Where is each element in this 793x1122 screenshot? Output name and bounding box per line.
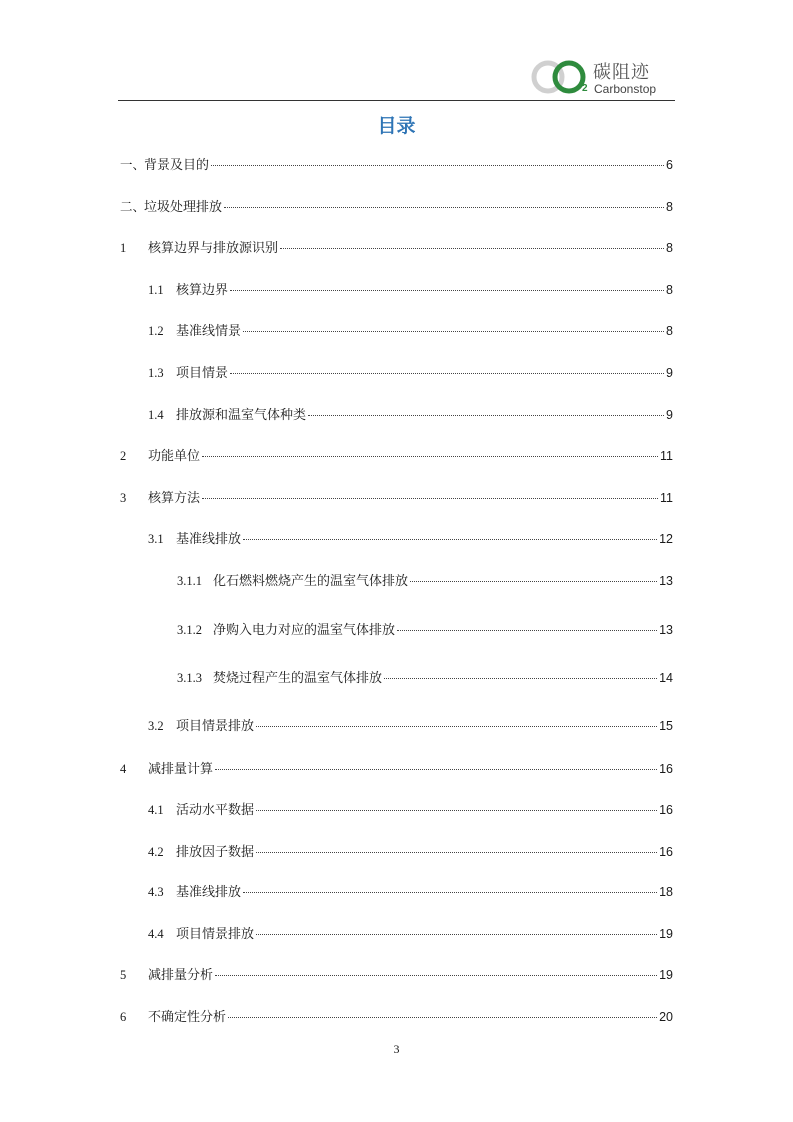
toc-leader-dots xyxy=(397,630,657,631)
toc-entry[interactable] xyxy=(120,196,673,216)
toc-entry[interactable] xyxy=(148,279,673,299)
toc-entry-page: 9 xyxy=(666,408,673,422)
toc-entry-page: 13 xyxy=(659,574,673,588)
toc-entry[interactable] xyxy=(148,320,673,340)
toc-entry-page: 11 xyxy=(660,449,673,463)
toc-entry-page: 8 xyxy=(666,241,673,255)
toc-entry-number: 4 xyxy=(120,762,127,776)
toc-entry[interactable] xyxy=(148,881,673,901)
toc-leader-dots xyxy=(243,539,657,540)
toc-entry-title: 核算边界 xyxy=(176,283,229,298)
toc-entry-page: 19 xyxy=(659,968,673,982)
toc-leader-dots xyxy=(228,1017,657,1018)
toc-entry-title: 焚烧过程产生的温室气体排放 xyxy=(213,671,383,686)
toc-leader-dots xyxy=(202,456,658,457)
toc-entry-page: 16 xyxy=(659,845,673,859)
toc-leader-dots xyxy=(211,165,664,166)
carbonstop-logo xyxy=(531,56,671,98)
toc-entry[interactable] xyxy=(120,445,673,465)
toc-entry-title: 排放因子数据 xyxy=(176,845,255,860)
toc-entry[interactable] xyxy=(177,667,673,687)
toc-entry-page: 15 xyxy=(659,719,673,733)
toc-entry-title: 核算边界与排放源识别 xyxy=(148,241,279,256)
toc-entry-number: 1.4 xyxy=(148,408,164,422)
toc-entry-page: 16 xyxy=(659,762,673,776)
toc-entry-title: 垃圾处理排放 xyxy=(144,200,223,215)
toc-entry-page: 18 xyxy=(659,885,673,899)
toc-entry-title: 排放源和温室气体种类 xyxy=(176,408,307,423)
toc-entry-title: 减排量计算 xyxy=(148,762,214,777)
toc-entry[interactable] xyxy=(148,923,673,943)
toc-entry-title: 功能单位 xyxy=(148,449,201,464)
toc-entry-title: 减排量分析 xyxy=(148,968,214,983)
toc-leader-dots xyxy=(215,975,657,976)
toc-entry[interactable] xyxy=(148,362,673,382)
toc-leader-dots xyxy=(256,852,657,853)
toc-entry-page: 14 xyxy=(659,671,673,685)
toc-entry-number: 3.1.1 xyxy=(177,574,202,588)
toc-entry[interactable] xyxy=(120,964,673,984)
toc-entry-number: 3.2 xyxy=(148,719,164,733)
toc-leader-dots xyxy=(230,373,664,374)
toc-entry-title: 核算方法 xyxy=(148,491,201,506)
toc-leader-dots xyxy=(256,934,657,935)
toc-entry-page: 20 xyxy=(659,1010,673,1024)
toc-entry-number: 3.1 xyxy=(148,532,164,546)
toc-entry-number: 4.2 xyxy=(148,845,164,859)
toc-leader-dots xyxy=(243,892,657,893)
toc-entry-title: 不确定性分析 xyxy=(148,1010,227,1025)
toc-entry-title: 净购入电力对应的温室气体排放 xyxy=(213,623,396,638)
logo-english-name: Carbonstop xyxy=(594,82,657,96)
toc-entry-number: 1 xyxy=(120,241,127,255)
toc-leader-dots xyxy=(410,581,657,582)
toc-entry-number: 二、 xyxy=(120,200,146,214)
toc-entry-title: 背景及目的 xyxy=(144,158,210,173)
toc-leader-dots xyxy=(308,415,664,416)
toc-entry-title: 项目情景 xyxy=(176,366,229,381)
toc-entry[interactable] xyxy=(120,1006,673,1026)
toc-entry[interactable] xyxy=(148,404,673,424)
toc-entry-page: 12 xyxy=(659,532,673,546)
toc-entry[interactable] xyxy=(148,715,673,735)
toc-entry-number: 1.2 xyxy=(148,324,164,338)
toc-entry[interactable] xyxy=(120,487,673,507)
toc-entry-page: 8 xyxy=(666,324,673,338)
toc-leader-dots xyxy=(224,207,664,208)
page-number: 3 xyxy=(393,1042,400,1056)
toc-entry-page: 16 xyxy=(659,803,673,817)
toc-leader-dots xyxy=(384,678,657,679)
toc-entry-page: 6 xyxy=(666,158,673,172)
toc-entry-number: 3.1.3 xyxy=(177,671,202,685)
logo-subscript: 2 xyxy=(582,83,588,94)
toc-entry[interactable] xyxy=(148,799,673,819)
toc-entry-number: 2 xyxy=(120,449,127,463)
toc-entry-number: 3 xyxy=(120,491,127,505)
toc-entry-number: 一、 xyxy=(120,158,146,172)
toc-entry[interactable] xyxy=(120,237,673,257)
toc-entry-title: 基准线排放 xyxy=(176,532,242,547)
toc-entry[interactable] xyxy=(148,841,673,861)
toc-leader-dots xyxy=(256,726,657,727)
toc-entry-number: 4.4 xyxy=(148,927,164,941)
toc-entry-page: 13 xyxy=(659,623,673,637)
toc-entry-number: 5 xyxy=(120,968,127,982)
toc-entry[interactable] xyxy=(177,570,673,590)
page-title: 目录 xyxy=(377,115,416,137)
toc-leader-dots xyxy=(256,810,657,811)
toc-entry-number: 6 xyxy=(120,1010,127,1024)
toc-entry-page: 9 xyxy=(666,366,673,380)
toc-entry-title: 项目情景排放 xyxy=(176,719,255,734)
toc-entry-title: 基准线情景 xyxy=(176,324,242,339)
toc-entry-page: 11 xyxy=(660,491,673,505)
toc-entry-page: 19 xyxy=(659,927,673,941)
toc-entry-title: 化石燃料燃烧产生的温室气体排放 xyxy=(213,574,409,589)
toc-entry[interactable] xyxy=(120,758,673,778)
toc-entry-number: 1.1 xyxy=(148,283,164,297)
toc-entry-title: 活动水平数据 xyxy=(176,803,255,818)
toc-entry-number: 1.3 xyxy=(148,366,164,380)
logo-chinese-name: 碳阻迹 xyxy=(593,62,650,83)
toc-entry-page: 8 xyxy=(666,283,673,297)
toc-leader-dots xyxy=(230,290,664,291)
toc-entry[interactable] xyxy=(177,619,673,639)
toc-entry[interactable] xyxy=(148,528,673,548)
toc-entry-page: 8 xyxy=(666,200,673,214)
toc-entry-number: 3.1.2 xyxy=(177,623,202,637)
toc-entry-title: 项目情景排放 xyxy=(176,927,255,942)
page-header xyxy=(118,52,675,101)
toc-leader-dots xyxy=(280,248,664,249)
toc-entry-title: 基准线排放 xyxy=(176,885,242,900)
toc-entry-number: 4.3 xyxy=(148,885,164,899)
toc-leader-dots xyxy=(243,331,664,332)
toc-leader-dots xyxy=(202,498,658,499)
toc-leader-dots xyxy=(215,769,657,770)
toc-entry-number: 4.1 xyxy=(148,803,164,817)
toc-entry[interactable] xyxy=(120,154,673,174)
